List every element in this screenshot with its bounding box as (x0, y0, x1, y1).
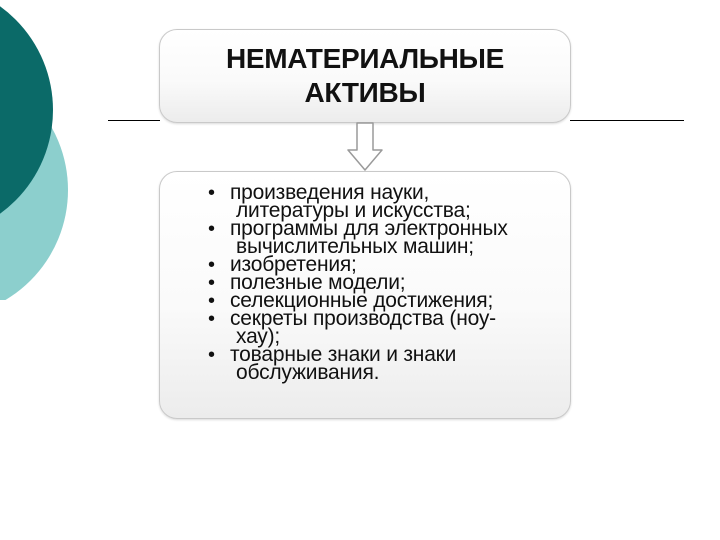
list-item (208, 343, 568, 384)
list-item-text: товарные знаки и знаки (230, 343, 457, 366)
list-item (208, 307, 568, 348)
bullet-icon: • (208, 308, 216, 330)
list-item-text: программы для электронных (230, 217, 508, 240)
horizontal-rule-left (108, 120, 160, 121)
bullet-icon: • (208, 182, 216, 204)
list-item-text: изобретения; (230, 253, 357, 276)
bullet-icon: • (208, 290, 216, 312)
decorative-circles (0, 0, 120, 300)
list-item (208, 217, 568, 258)
list-item-text: селекционные достижения; (230, 289, 494, 312)
horizontal-rule-right (570, 120, 684, 121)
list-item-text: полезные модели; (230, 271, 406, 294)
down-arrow-icon (346, 122, 384, 172)
bullet-icon: • (208, 218, 216, 240)
list-item-text: хау); (236, 325, 281, 348)
bullet-icon: • (208, 254, 216, 276)
title-box (159, 29, 571, 123)
list-item-text: секреты производства (ноу- (230, 307, 496, 330)
list-item-text: литературы и искусства; (236, 199, 471, 222)
asset-list (208, 181, 568, 384)
list-item-text: обслуживания. (236, 361, 380, 384)
list-item (208, 181, 568, 222)
list-box (159, 171, 571, 419)
title-text: НЕМАТЕРИАЛЬНЫЕ АКТИВЫ (225, 43, 505, 108)
bullet-icon: • (208, 344, 216, 366)
list-item-text: вычислительных машин; (236, 235, 474, 258)
list-item-text: произведения науки, (230, 181, 430, 204)
bullet-icon: • (208, 272, 216, 294)
